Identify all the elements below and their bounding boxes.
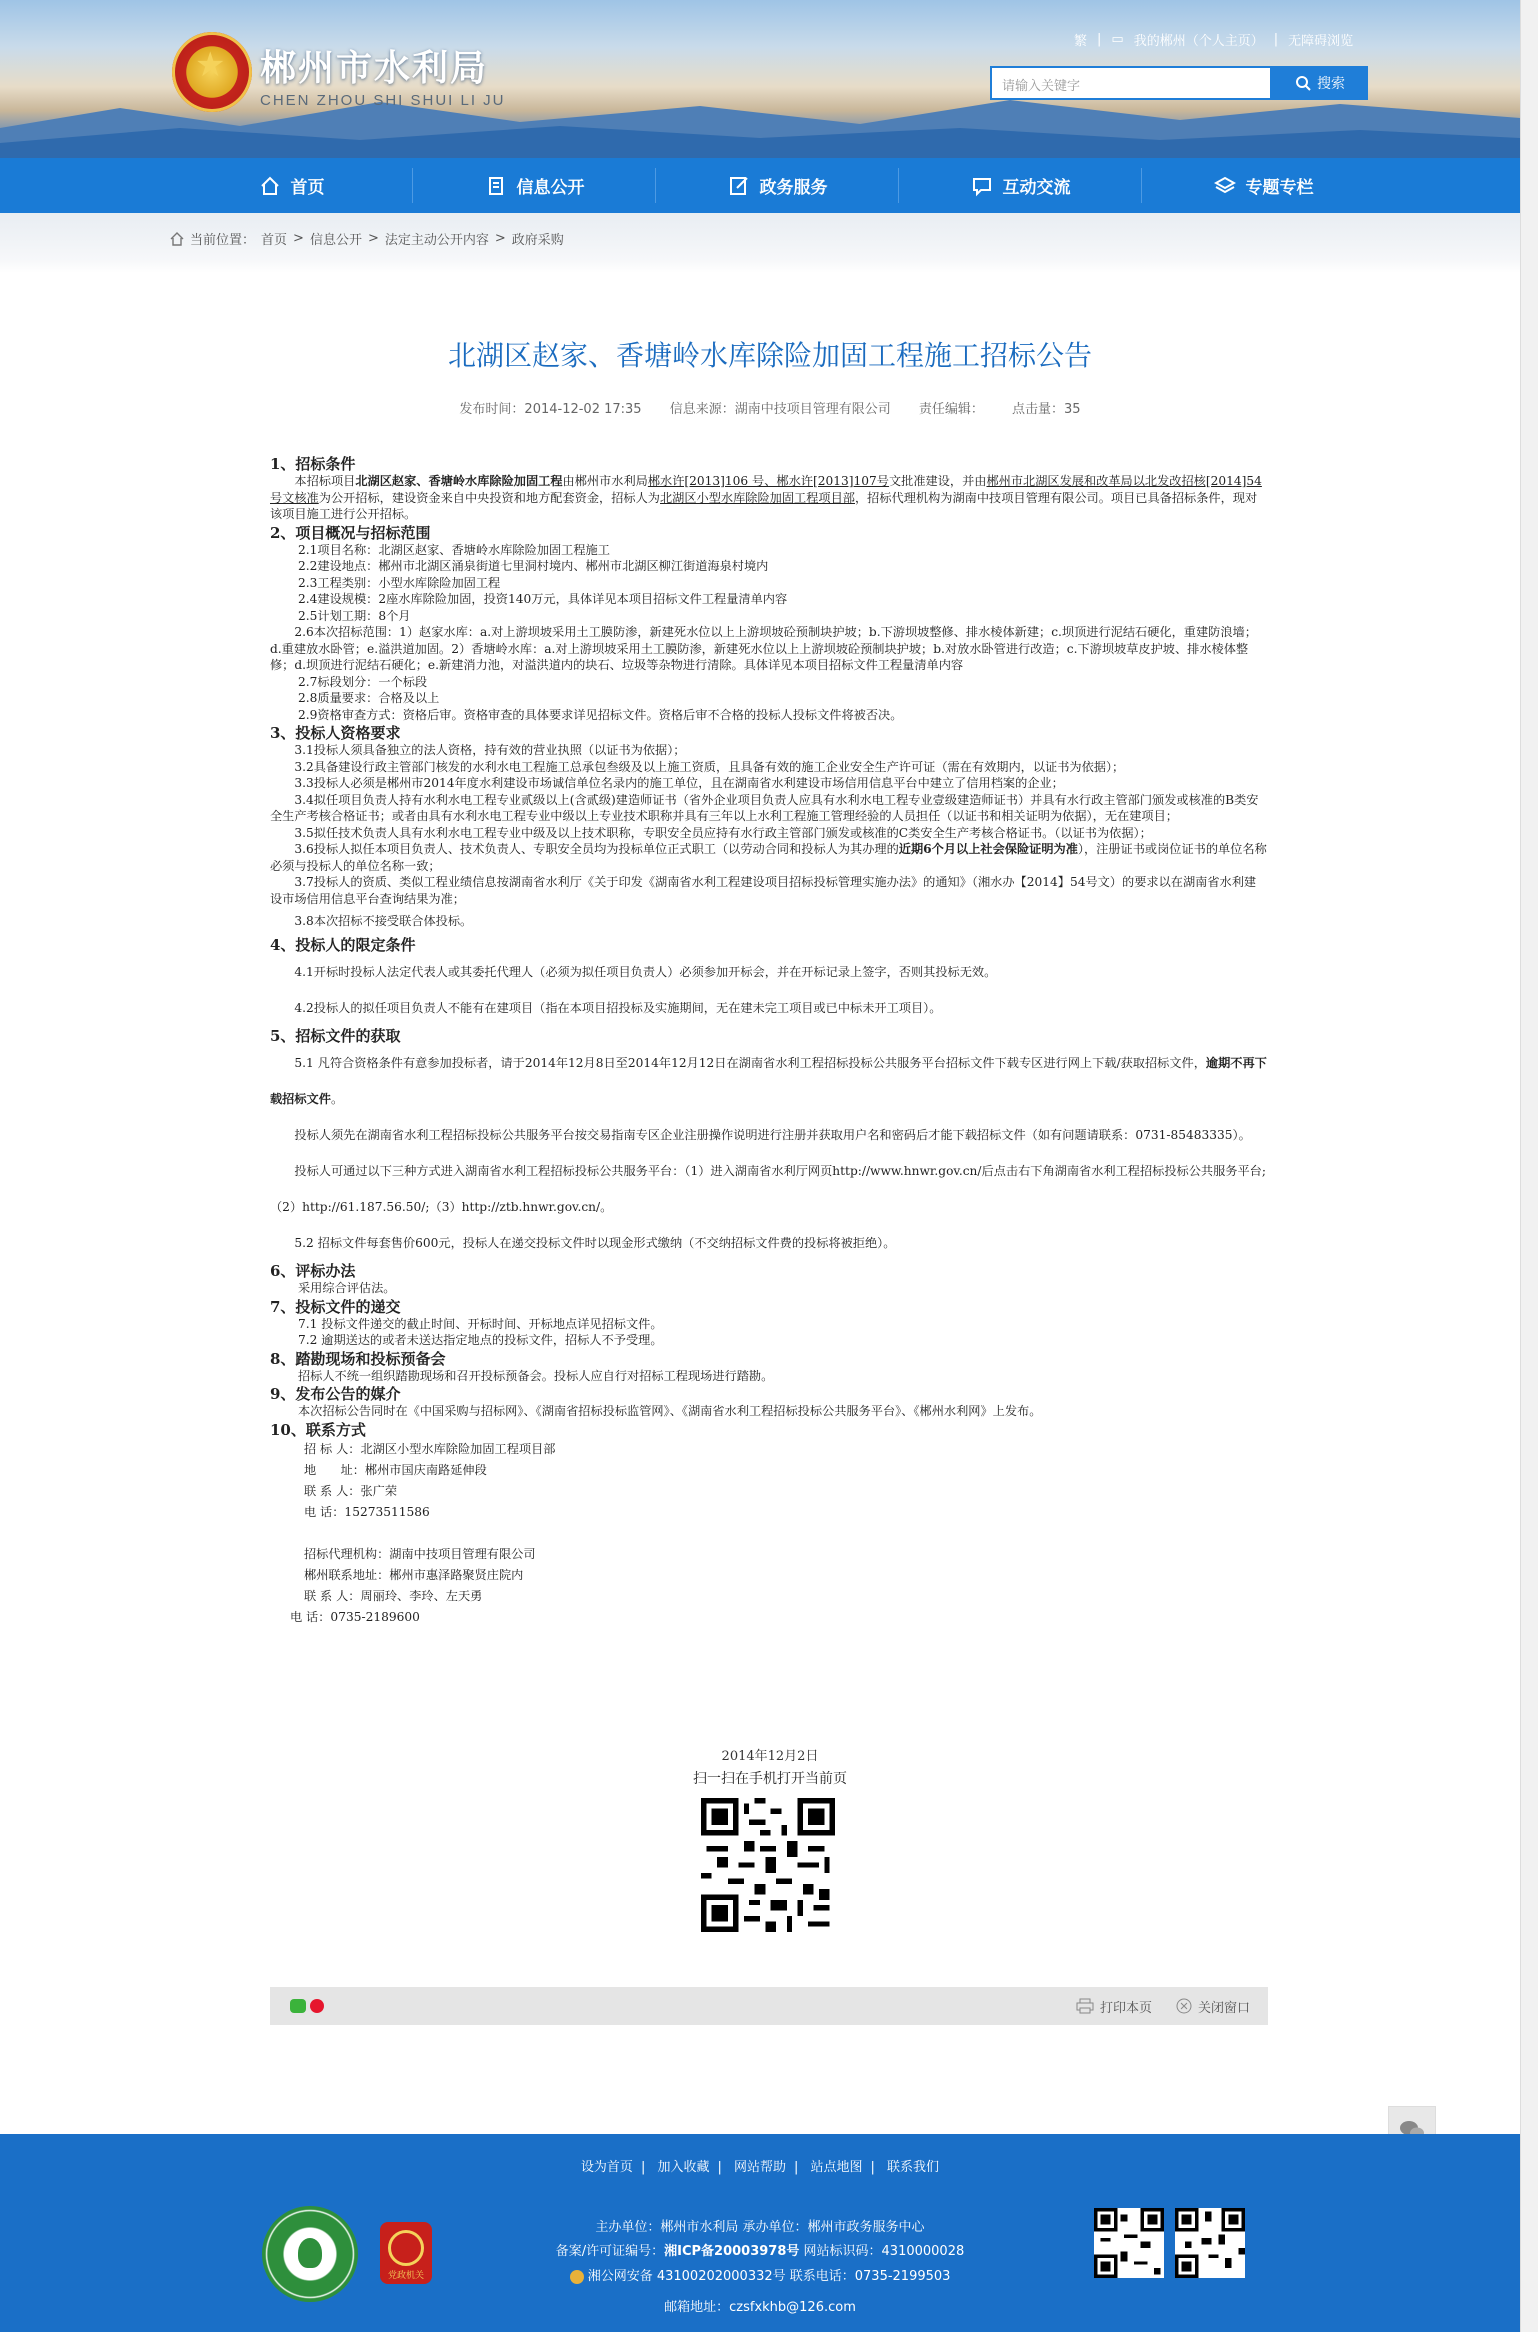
publish-time: 发布时间：2014-12-02 17:35: [459, 402, 642, 417]
close-window-button[interactable]: 关闭窗口: [1176, 1997, 1250, 2016]
footer-link-sitemap[interactable]: 站点地图: [810, 2160, 863, 2175]
print-button[interactable]: 打印本页: [1076, 1997, 1152, 2016]
monitor-icon: ▭: [1111, 32, 1124, 47]
layers-icon: [1214, 175, 1236, 197]
paragraph: 2.2建设地点：郴州市北湖区涌泉街道七里洞村境内、郴州市北湖区柳江街道海泉村境内: [298, 559, 769, 573]
chat-icon: [971, 175, 993, 197]
paragraph: 3.2具备建设行政主管部门核发的水利水电工程施工总承包叁级及以上施工资质，且具备有效的施工企业安全生产许可证（需在有效期内，以证书为依据）；: [294, 759, 1125, 774]
edit-icon: [728, 175, 750, 197]
home-icon: [259, 175, 281, 197]
paragraph: 投标人须先在湖南省水利工程招标投标公共服务平台按交易指南专区企业注册操作说明进行注册并获取用户名和密码后才能下载招标文件（如有问题请联系：0731-85483335）。: [294, 1128, 1251, 1142]
government-agency-badge[interactable]: 党政机关: [380, 2222, 432, 2284]
breadcrumb-info[interactable]: 信息公开: [309, 233, 362, 248]
article-date: 2014年12月2日: [721, 1749, 819, 1764]
section-heading: 7、投标文件的递交: [270, 1297, 401, 1316]
icp-link[interactable]: 湘ICP备20003978号: [664, 2244, 800, 2259]
accessibility-link[interactable]: 无障碍浏览: [1288, 34, 1354, 49]
footer-police: 湘公网安备 43100202000332号 联系电话：0735-2199503: [470, 2265, 1050, 2284]
site-header: [0, 0, 1520, 158]
paragraph: 2.3工程类别：小型水库除险加固工程: [298, 575, 501, 590]
paragraph: 采用综合评估法。: [298, 1281, 396, 1295]
my-chenzhou-link[interactable]: 我的郴州（个人主页）: [1133, 34, 1264, 49]
search-input[interactable]: 请输入关键字: [990, 66, 1272, 100]
paragraph: 2.1项目名称：北湖区赵家、香塘岭水库除险加固工程施工: [298, 542, 610, 557]
paragraph: 4.2投标人的拟任项目负责人不能有在建项目（指在本项目招投标及实施期间，无在建未完工项目或已中标未开工项目）。: [294, 1001, 942, 1015]
paragraph: 3.7投标人的资质、类似工程业绩信息按湖南省水利厅《关于印发《湖南省水利工程建设项目招标投标管理实施办法》的通知》（湘水办【2014】54号文）的要求以在湖南省水利建设市场信用信息平台查询结果为准；: [270, 875, 1257, 906]
footer-link-homepage[interactable]: 设为首页: [580, 2160, 633, 2175]
paragraph: 3.4拟任项目负责人持有水利水电工程专业贰级以上(含贰级)建造师证书（省外企业项目负责人应具有水利水电工程专业壹级建造师证书）并具有水行政主管部门颁发或核准的B类安全生产考核合格证书；或者由具有水利水电工程专业中级以上专业技术职称并具有三年以上水利工程施工管理经验的人员担任（以证书和相关证明为依据），无在建项目；: [270, 792, 1259, 823]
paragraph: 2.9资格审查方式：资格后审。资格审查的具体要求详见招标文件。资格后审不合格的投标人投标文件将被否决。: [298, 707, 903, 722]
paragraph: 3.3投标人必须是郴州市2014年度水利建设市场诚信单位名录内的施工单位，且在湖南省水利建设市场信用信息平台中建立了信用档案的企业；: [294, 776, 1064, 790]
scan-caption: 扫一扫在手机打开当前页: [693, 1771, 847, 1787]
nav-item-interaction[interactable]: 互动交流: [899, 158, 1142, 213]
article-meta: [270, 398, 1270, 417]
section-heading: 8、踏勘现场和投标预备会: [270, 1349, 446, 1368]
search-icon: [1295, 75, 1311, 91]
document-icon: [485, 175, 507, 197]
site-title[interactable]: 郴州市水利局: [260, 48, 489, 89]
paragraph: 招标人不统一组织踏勘现场和召开投标预备会。投标人应自行对招标工程现场进行踏勘。: [298, 1368, 774, 1383]
footer-link-help[interactable]: 网站帮助: [733, 2160, 786, 2175]
vertical-scrollbar[interactable]: [1520, 0, 1538, 2332]
footer-links: 设为首页 | 加入收藏 | 网站帮助 | 站点地图 | 联系我们: [580, 2160, 940, 2175]
section-heading: 10、联系方式: [270, 1420, 366, 1439]
paragraph: 3.8本次招标不接受联合体投标。: [294, 914, 473, 928]
contact-block: 招 标 人：北湖区小型水库除险加固工程项目部 地 址：郴州市国庆南路延伸段 联 系 人：张广荣 电 话：15273511586 招标代理机构：湖南中技项目管理有限公司 郴州联系地址：郴州市惠泽路聚贤庄院内 联 系 人：周丽玲、李玲、左天勇: [304, 1441, 556, 1603]
main-nav: [0, 158, 1520, 213]
paragraph: 2.4建设规模：2座水库除险加固，投资140万元，具体详见本项目招标文件工程量清单内容: [298, 592, 788, 606]
wechat-icon[interactable]: [290, 1999, 306, 2013]
section-heading: 2、项目概况与招标范围: [270, 523, 431, 542]
paragraph: 2.5计划工期：8个月: [298, 608, 411, 623]
footer-qr-code: [1175, 2208, 1245, 2278]
footer-icp: 备案/许可证编号：湘ICP备20003978号 网站标识码：4310000028: [555, 2244, 965, 2259]
paragraph: 3.6投标人拟任本项目负责人、技术负责人、专职安全员均为投标单位正式职工（以劳动合同和投标人为其办理的近期6个月以上社会保险证明为准），注册证书或岗位证书的单位名称必须与投标人的单位名称一致；: [270, 842, 1267, 873]
paragraph: 7.2 逾期送达的或者未送达指定地点的投标文件，招标人不予受理。: [298, 1333, 663, 1347]
traditional-chinese-link[interactable]: 繁: [1074, 34, 1088, 49]
paragraph: 2.6本次招标范围：1）赵家水库：a.对上游坝坡采用土工膜防渗，新建死水位以上上游坝坡砼预制块护坡；b.下游坝坡整修、排水棱体新建；c.坝顶进行泥结石硬化，重建防浪墙；d.重建放水卧管；e.溢洪道加固。2）香塘岭水库：a.对上游坝坡采用土工膜防渗，新建死水位以上上游坝坡砼预制块护坡；b.对放水卧管进行改造；c.下游坝坡草皮护坡、排水棱体整修；d.坝顶进行泥结石硬化；e.新建消力池，对溢洪道内的块石、垃圾等杂物进行清除。具体详见本项目招标文件工程量清单内容: [270, 625, 1257, 672]
footer-sponsor: 主办单位：郴州市水利局 承办单位：郴州市政务服务中心: [595, 2220, 925, 2235]
site-subtitle: CHEN ZHOU SHI SHUI LI JU: [260, 92, 506, 109]
section-heading: 4、投标人的限定条件: [270, 936, 416, 954]
agent-phone: 电 话：0735-2189600: [290, 1609, 420, 1624]
paragraph: 3.1投标人须具备独立的法人资格，持有效的营业执照（以证书为依据）；: [294, 743, 686, 757]
search-button[interactable]: 搜索: [1272, 66, 1368, 100]
click-count: 点击量：35: [1012, 402, 1081, 417]
paragraph: 4.1开标时投标人法定代表人或其委托代理人（必须为拟任项目负责人）必须参加开标会，并在开标记录上签字，否则其投标无效。: [294, 965, 997, 979]
article-toolbar: [270, 1987, 1268, 2025]
editor: 责任编辑：: [918, 402, 984, 417]
footer-email: 邮箱地址：czsfxkhb@126.com: [664, 2300, 856, 2315]
qr-code: [701, 1798, 835, 1932]
nav-item-service[interactable]: 政务服务: [656, 158, 899, 213]
paragraph: 5.2 招标文件每套售价600元，投标人在递交投标文件时以现金形式缴纳（不交纳招标文件费的投标将被拒绝）。: [294, 1236, 896, 1250]
paragraph: 2.8质量要求：合格及以上: [298, 691, 440, 705]
weibo-icon[interactable]: [310, 1999, 324, 2013]
breadcrumb: 当前位置： 首页 > 信息公开 > 法定主动公开内容 > 政府采购: [170, 229, 564, 248]
nav-item-topics[interactable]: 专题专栏: [1142, 158, 1385, 213]
paragraph: 5.1 凡符合资格条件有意参加投标者，请于2014年12月8日至2014年12月12日在湖南省水利工程招标投标公共服务平台招标文件下载专区进行网上下载/获取招标文件，逾期不再下载招标文件。: [270, 1056, 1267, 1106]
footer-link-contact[interactable]: 联系我们: [887, 2160, 940, 2175]
section-heading: 6、评标办法: [270, 1262, 356, 1280]
paragraph: 投标人可通过以下三种方式进入湖南省水利工程招标投标公共服务平台：（1）进入湖南省水利厅网页http://www.hnwr.gov.cn/后点击右下角湖南省水利工程招标投标公共服务平台;（2）http://61.187.56.50/;（3）http://ztb.hnwr.gov.cn/。: [270, 1164, 1266, 1214]
share-icons: [270, 1999, 324, 2013]
paragraph: 本次招标公告同时在《中国采购与招标网》、《湖南省招标投标监管网》、《湖南省水利工程招标投标公共服务平台》、《郴州水利网》上发布。: [298, 1404, 1042, 1418]
footer-link-favorite[interactable]: 加入收藏: [657, 2160, 710, 2175]
close-icon: [1176, 1998, 1192, 2014]
nav-item-home[interactable]: 首页: [170, 158, 413, 213]
section-heading: 1、招标条件: [270, 455, 356, 473]
home-icon: [170, 232, 184, 246]
footer-qr-code: [1094, 2208, 1164, 2278]
paragraph: 本招标项目北湖区赵家、香塘岭水库除险加固工程由郴州市水利局郴水许[2013]106 号、郴水许[2013]107号文批准建设，并由郴州市北湖区发展和改革局以北发改招核[2014]54号文核准为公开招标，建设资金来自中央投资和地方配套资金，招标人为北湖区小型水库除险加固工程项目部，招标代理机构为湖南中技项目管理有限公司。项目已具备招标条件，现对该项目施工进行公开招标。: [270, 474, 1262, 521]
paragraph: 2.7标段划分：一个标段: [298, 674, 428, 689]
article-body: [270, 454, 1268, 1628]
civilization-website-badge[interactable]: [262, 2206, 358, 2302]
section-heading: 3、投标人资格要求: [270, 724, 401, 742]
top-links: 繁 | ▭ 我的郴州（个人主页） | 无障碍浏览: [1074, 32, 1354, 49]
paragraph: 7.1 投标文件递交的截止时间、开标时间、开标地点详见招标文件。: [298, 1316, 663, 1331]
nav-item-info[interactable]: 信息公开: [413, 158, 656, 213]
article-title: 北湖区赵家、香塘岭水库除险加固工程施工招标公告: [447, 339, 1092, 372]
paragraph: 3.5拟任技术负责人具有水利水电工程专业中级及以上技术职称，专职安全员应持有水行政主管部门颁发或核准的C类安全生产考核合格证书。（以证书为依据）；: [294, 825, 1152, 840]
printer-icon: [1076, 1998, 1094, 2014]
breadcrumb-home[interactable]: 首页: [261, 233, 288, 248]
police-badge-icon: [570, 2270, 584, 2284]
section-heading: 5、招标文件的获取: [270, 1027, 401, 1045]
info-source: 信息来源：湖南中技项目管理有限公司: [669, 402, 891, 417]
breadcrumb-public[interactable]: 法定主动公开内容: [384, 233, 489, 248]
breadcrumb-procurement[interactable]: 政府采购: [511, 233, 564, 248]
national-emblem-logo[interactable]: ★: [172, 32, 252, 112]
section-heading: 9、发布公告的媒介: [270, 1385, 401, 1403]
